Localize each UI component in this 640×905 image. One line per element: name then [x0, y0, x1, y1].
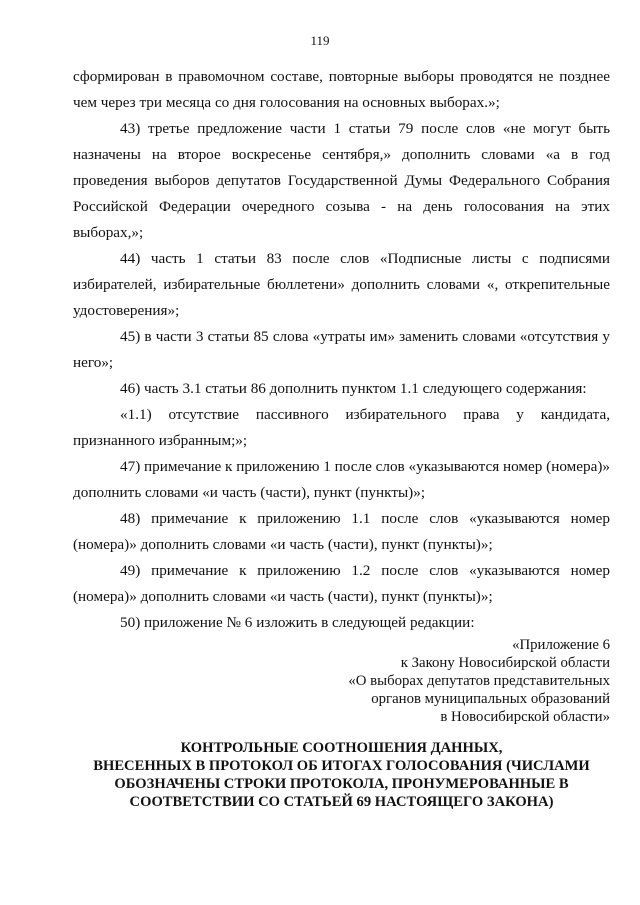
heading-line: СООТВЕТСТВИИ СО СТАТЬЕЙ 69 НАСТОЯЩЕГО ЗАКОНА)	[129, 794, 554, 810]
paragraph-item-45: 45) в части 3 статьи 85 слова «утраты им» заменить словами «отсутствия у него»;	[73, 328, 610, 371]
paragraph-continuation: сформирован в правомочном составе, повторные выборы проводятся не позднее чем через три месяца со дня голосования на основных выборах.»;	[73, 68, 610, 111]
page-number: 119	[310, 33, 330, 48]
paragraph-item-46: 46) часть 3.1 статьи 86 дополнить пунктом 1.1 следующего содержания:	[120, 380, 587, 397]
heading-line: ВНЕСЕННЫХ В ПРОТОКОЛ ОБ ИТОГАХ ГОЛОСОВАНИЯ (ЧИСЛАМИ	[93, 758, 590, 774]
paragraph-item-46-quote: «1.1) отсутствие пассивного избирательного права у кандидата, признанного избранным;»;	[73, 406, 610, 449]
appendix-line: «Приложение 6	[512, 637, 610, 653]
appendix-reference	[310, 636, 610, 726]
section-heading	[73, 739, 610, 811]
document-body	[73, 64, 610, 636]
appendix-line: к Закону Новосибирской области	[400, 655, 610, 671]
paragraph-item-47: 47) примечание к приложению 1 после слов «указываются номер (номера)» дополнить словами «и часть (части), пункт (пункты)»;	[73, 458, 611, 501]
heading-line: КОНТРОЛЬНЫЕ СООТНОШЕНИЯ ДАННЫХ,	[180, 740, 503, 756]
appendix-line: в Новосибирской области»	[440, 709, 610, 725]
paragraph-item-43: 43) третье предложение части 1 статьи 79 после слов «не могут быть назначены на второе воскресенье сентября,» дополнить словами «а в год проведения выборов депутатов Государственной Думы Федерального Собрания Российской Федерации очередного созыва - на день голосования на этих выборах,»;	[73, 120, 610, 241]
paragraph-item-44: 44) часть 1 статьи 83 после слов «Подписные листы с подписями избирателей, избирательные бюллетени» дополнить словами «, открепительные удостоверения»;	[73, 250, 610, 319]
appendix-line: органов муниципальных образований	[371, 691, 610, 707]
heading-line: ОБОЗНАЧЕНЫ СТРОКИ ПРОТОКОЛА, ПРОНУМЕРОВАННЫЕ В	[114, 776, 569, 792]
paragraph-item-49: 49) примечание к приложению 1.2 после слов «указываются номер (номера)» дополнить словами «и часть (части), пункт (пункты)»;	[73, 562, 610, 605]
appendix-line: «О выборах депутатов представительных	[348, 673, 610, 689]
paragraph-item-48: 48) примечание к приложению 1.1 после слов «указываются номер (номера)» дополнить словами «и часть (части), пункт (пункты)»;	[73, 510, 610, 553]
paragraph-item-50: 50) приложение № 6 изложить в следующей редакции:	[120, 614, 475, 631]
